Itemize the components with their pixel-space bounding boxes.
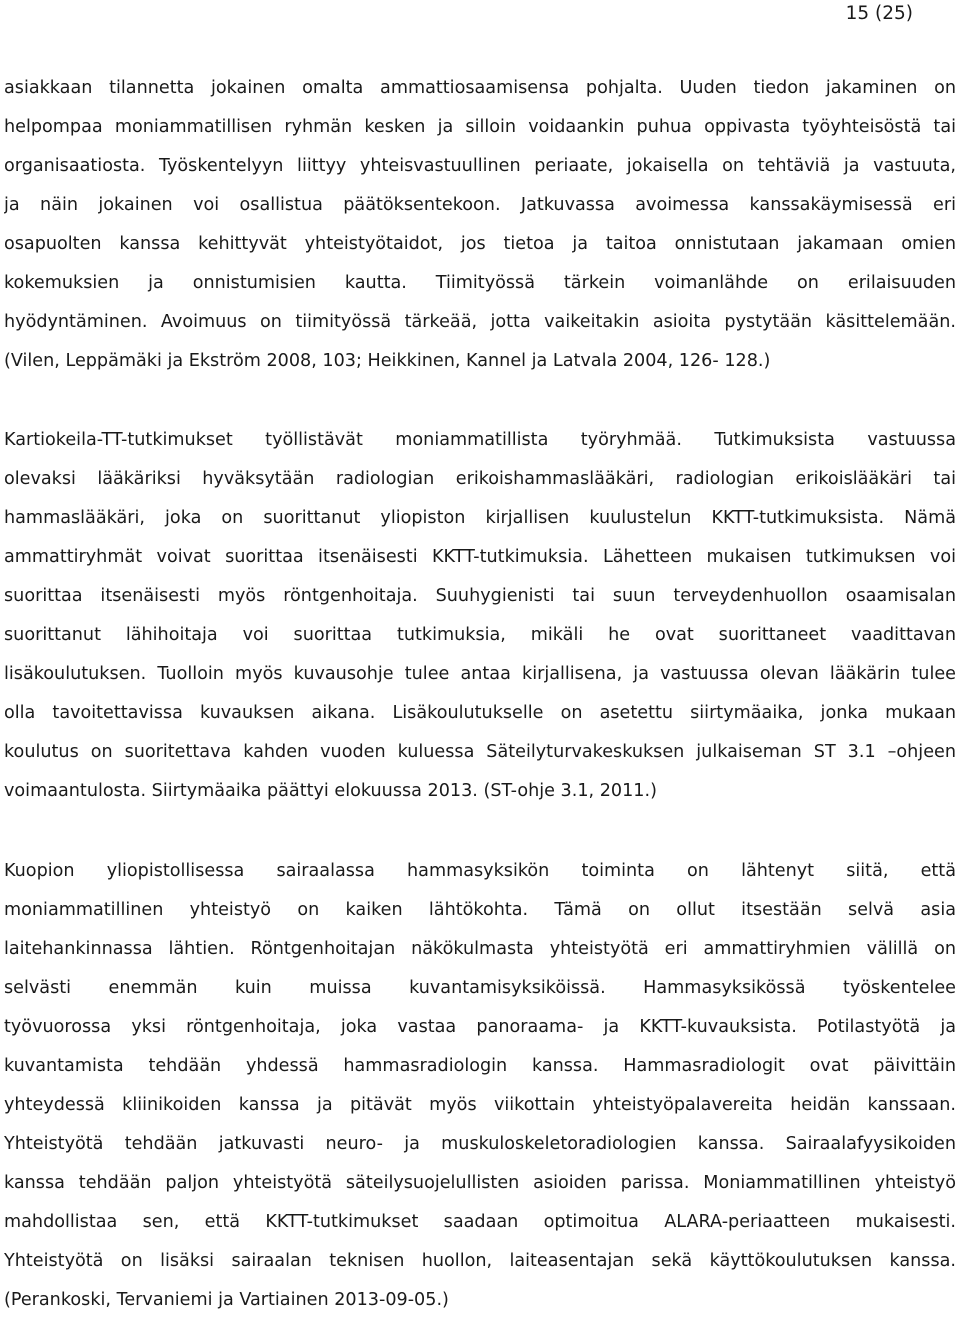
- text-line: osapuolten kanssa kehittyvät yhteistyötaidot, jos tietoa ja taitoa onnistutaan jakamaan omien: [4, 234, 956, 254]
- text-line: koulutus on suoritettava kahden vuoden kuluessa Säteilyturvakeskuksen julkaiseman ST 3.1 –ohjeen: [4, 742, 956, 762]
- text-line: hyödyntäminen. Avoimuus on tiimityössä tärkeää, jotta vaikeitakin asioita pystytään käsittelemään.: [4, 312, 956, 332]
- paragraph-cbct-staff: [4, 421, 956, 811]
- paragraph-teamwork: [4, 69, 956, 381]
- text-line: suorittaa itsenäisesti myös röntgenhoitaja. Suuhygienisti tai suun terveydenhuollon osaamisalan: [4, 586, 956, 606]
- text-line: hammaslääkäri, joka on suorittanut yliopiston kirjallisen kuulustelun KKTT-tutkimuksista. Nämä: [4, 508, 956, 528]
- text-line: ja näin jokainen voi osallistua päätöksentekoon. Jatkuvassa avoimessa kanssakäymisessä eri: [4, 195, 956, 215]
- text-line: olevaksi lääkäriksi hyväksytään radiologian erikoishammaslääkäri, radiologian erikoislääkäri tai: [4, 469, 956, 489]
- text-line: kuvantamista tehdään yhdessä hammasradiologin kanssa. Hammasradiologit ovat päivittäin: [4, 1056, 956, 1076]
- text-line: yhteydessä kliinikoiden kanssa ja pitävät myös viikottain yhteistyöpalavereita heidän kanssaan.: [4, 1095, 956, 1115]
- text-line: Yhteistyötä tehdään jatkuvasti neuro- ja muskuloskeletoradiologien kanssa. Sairaalafyysikoiden: [4, 1134, 956, 1154]
- text-line: (Perankoski, Tervaniemi ja Vartiainen 2013-09-05.): [4, 1290, 449, 1310]
- text-line: mahdollistaa sen, että KKTT-tutkimukset saadaan optimoitua ALARA-periaatteen mukaisesti.: [4, 1212, 956, 1232]
- text-line: ammattiryhmät voivat suorittaa itsenäisesti KKTT-tutkimuksia. Lähetteen mukaisen tutkimuksen voi: [4, 547, 956, 567]
- text-line: selvästi enemmän kuin muissa kuvantamisyksiköissä. Hammasyksikössä työskentelee: [4, 978, 956, 998]
- text-line: voimaantulosta. Siirtymäaika päättyi elokuussa 2013. (ST-ohje 3.1, 2011.): [4, 781, 657, 801]
- text-line: lisäkoulutuksen. Tuolloin myös kuvausohje tulee antaa kirjallisena, ja vastuussa olevan lääkärin tulee: [4, 664, 956, 684]
- text-line: kanssa tehdään paljon yhteistyötä säteilysuojelullisten asioiden parissa. Moniammatillinen yhteistyö: [4, 1173, 956, 1193]
- paragraph-kuopio-unit: [4, 852, 956, 1320]
- text-line: suorittanut lähihoitaja voi suorittaa tutkimuksia, mikäli he ovat suorittaneet vaadittavan: [4, 625, 956, 645]
- text-line: Kuopion yliopistollisessa sairaalassa hammasyksikön toiminta on lähtenyt siitä, että: [4, 861, 956, 881]
- document-body: [4, 69, 956, 1320]
- text-line: (Vilen, Leppämäki ja Ekström 2008, 103; Heikkinen, Kannel ja Latvala 2004, 126- 128.): [4, 351, 771, 371]
- text-line: kokemuksien ja onnistumisien kautta. Tiimityössä tärkein voimanlähde on erilaisuuden: [4, 273, 956, 293]
- text-line: työvuorossa yksi röntgenhoitaja, joka vastaa panoraama- ja KKTT-kuvauksista. Potilastyötä ja: [4, 1017, 956, 1037]
- text-line: olla tavoitettavissa kuvauksen aikana. Lisäkoulutukselle on asetettu siirtymäaika, jonka mukaan: [4, 703, 956, 723]
- page-number: 15 (25): [845, 3, 913, 24]
- text-line: laitehankinnassa lähtien. Röntgenhoitajan näkökulmasta yhteistyötä eri ammattiryhmien välillä on: [4, 939, 956, 959]
- text-line: organisaatiosta. Työskentelyyn liittyy yhteisvastuullinen periaate, jokaisella on tehtäviä ja vastuuta,: [4, 156, 956, 176]
- text-line: Kartiokeila-TT-tutkimukset työllistävät moniammatillista työryhmää. Tutkimuksista vastuussa: [4, 430, 956, 450]
- text-line: helpompaa moniammatillisen ryhmän kesken ja silloin voidaankin puhua oppivasta työyhteisöstä tai: [4, 117, 956, 137]
- text-line: moniammatillinen yhteistyö on kaiken lähtökohta. Tämä on ollut itsestään selvä asia: [4, 900, 956, 920]
- text-line: Yhteistyötä on lisäksi sairaalan teknisen huollon, laiteasentajan sekä käyttökoulutuksen kanssa.: [4, 1251, 956, 1271]
- text-line: asiakkaan tilannetta jokainen omalta ammattiosaamisensa pohjalta. Uuden tiedon jakaminen on: [4, 78, 956, 98]
